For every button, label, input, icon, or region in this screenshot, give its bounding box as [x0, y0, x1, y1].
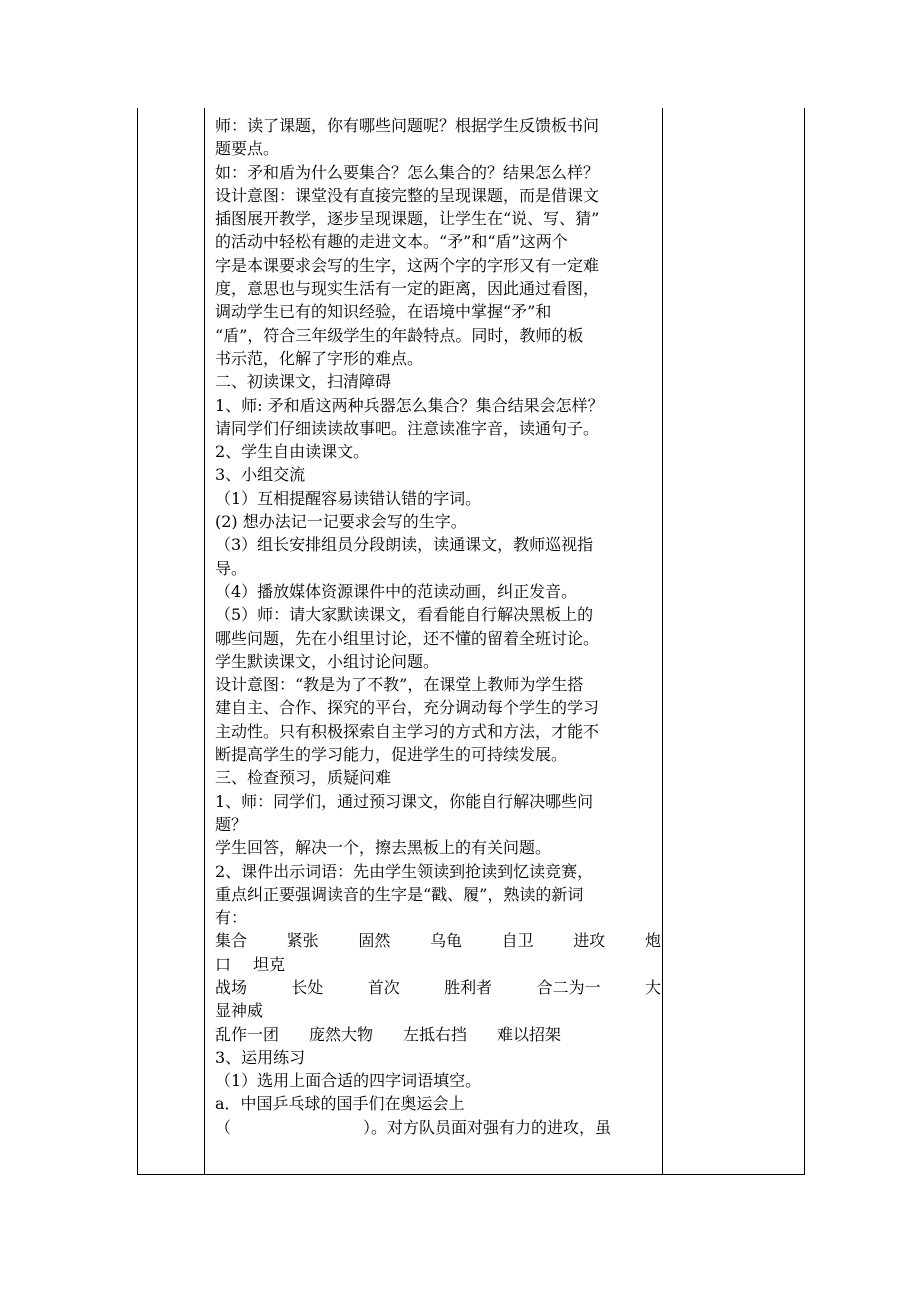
blank-open-paren: （	[215, 1117, 232, 1137]
vocab-word: 大	[644, 977, 661, 997]
vocab-word: 固然	[358, 931, 391, 951]
text-line: 主动性。只有积极探索自主学习的方式和方法，才能不	[215, 721, 600, 741]
vocab-word: 庞然大物	[309, 1024, 374, 1044]
text-line: 建自主、合作、探究的平台，充分调动每个学生的学习	[215, 698, 600, 718]
text-line: (2) 想办法记一记要求会写的生字。	[215, 512, 467, 532]
vocab-word: 长处	[291, 977, 324, 997]
fill-blank-line	[215, 1116, 661, 1139]
vocab-word: 乱作一团	[215, 1024, 280, 1044]
text-line: （1）选用上面合适的四字词语填空。	[215, 1071, 482, 1091]
vocab-word: 紧张	[286, 931, 319, 951]
text-line: a．中国乒乓球的国手们在奥运会上	[215, 1094, 465, 1114]
text-line: 1、师：同学们，通过预习课文，你能自行解决哪些问	[215, 791, 594, 811]
vocab-word: 合二为一	[536, 977, 601, 997]
text-line: 学生默读课文，小组讨论问题。	[215, 651, 440, 671]
text-line: 字是本课要求会写的生字，这两个字的字形又有一定难	[215, 255, 600, 275]
text-line: 题？	[215, 814, 248, 834]
vocab-word: 自卫	[501, 931, 534, 951]
vocab-word: 坦克	[253, 954, 286, 974]
vocab-row-3	[215, 1023, 661, 1046]
text-line: 书示范，化解了字形的难点。	[215, 348, 424, 368]
text-line: 二、初读课文，扫清障碍	[215, 372, 392, 392]
exercise-lines	[215, 1046, 661, 1116]
vocab-word: 口	[215, 954, 232, 974]
text-line: （1）互相提醒容易读错认错的字词。	[215, 488, 482, 508]
text-lines	[215, 114, 661, 929]
blank-rest-text: ）。对方队员面对强有力的进攻，虽	[363, 1117, 612, 1137]
text-line: 断提高学生的学习能力，促进学生的可持续发展。	[215, 745, 568, 765]
text-line: 哪些问题，先在小组里讨论，还不懂的留着全班讨论。	[215, 628, 600, 648]
vocab-row-1-cont	[215, 953, 661, 976]
lesson-content	[215, 114, 661, 1139]
text-line: 导。	[215, 558, 248, 578]
text-line: 设计意图：“教是为了不教”，在课堂上教师为学生搭	[215, 675, 584, 695]
vocab-word: 首次	[367, 977, 400, 997]
text-line: 重点纠正要强调读音的生字是“戳、履”，熟读的新词	[215, 884, 584, 904]
text-line: 的活动中轻松有趣的走进文本。“矛”和“盾”这两个	[215, 232, 568, 252]
text-line: “盾”，符合三年级学生的年龄特点。同时，教师的板	[215, 325, 584, 345]
text-line: 3、运用练习	[215, 1047, 306, 1067]
vocab-row-2	[215, 976, 661, 999]
text-line: 请同学们仔细读读故事吧。注意读准字音，读通句子。	[215, 418, 600, 438]
text-line: 插图展开教学，逐步呈现课题，让学生在“说、写、猜”	[215, 209, 600, 229]
vocab-row-2-cont: 显神威	[215, 1001, 264, 1021]
vocab-word: 集合	[215, 931, 248, 951]
text-line: 如：矛和盾为什么要集合？怎么集合的？结果怎么样？	[215, 162, 600, 182]
text-line: 度，意思也与现实生活有一定的距离，因此通过看图，	[215, 279, 600, 299]
text-line: （3）组长安排组员分段朗读，读通课文，教师巡视指	[215, 535, 594, 555]
lesson-table	[137, 108, 805, 1175]
text-line: 2、课件出示词语：先由学生领读到抢读到忆读竞赛，	[215, 861, 594, 881]
text-line: 调动学生已有的知识经验，在语境中掌握“矛”和	[215, 302, 552, 322]
vocab-word: 左抵右挡	[403, 1024, 468, 1044]
text-line: （5）师：请大家默读课文，看看能自行解决黑板上的	[215, 605, 594, 625]
text-line: 三、检查预习，质疑问难	[215, 768, 392, 788]
text-line: 设计意图：课堂没有直接完整的呈现课题，而是借课文	[215, 185, 600, 205]
text-line: 1、师: 矛和盾这两种兵器怎么集合？集合结果会怎样？	[215, 395, 604, 415]
text-line: 题要点。	[215, 139, 280, 159]
column-divider-left	[204, 108, 205, 1174]
vocab-word: 乌龟	[429, 931, 462, 951]
vocab-word: 难以招架	[497, 1024, 562, 1044]
vocab-word: 胜利者	[444, 977, 493, 997]
vocab-row-1	[215, 929, 661, 952]
vocab-word: 炮	[644, 931, 661, 951]
text-line: 2、学生自由读课文。	[215, 442, 370, 462]
vocab-word: 战场	[215, 977, 248, 997]
column-divider-right	[662, 108, 663, 1174]
text-line: （4）播放媒体资源课件中的范读动画，纠正发音。	[215, 581, 578, 601]
text-line: 师：读了课题，你有哪些问题呢？根据学生反馈板书问	[215, 116, 600, 135]
text-line: 有：	[215, 908, 248, 928]
text-line: 3、小组交流	[215, 465, 306, 485]
vocab-word: 进攻	[573, 931, 606, 951]
text-line: 学生回答，解决一个，擦去黑板上的有关问题。	[215, 838, 552, 858]
